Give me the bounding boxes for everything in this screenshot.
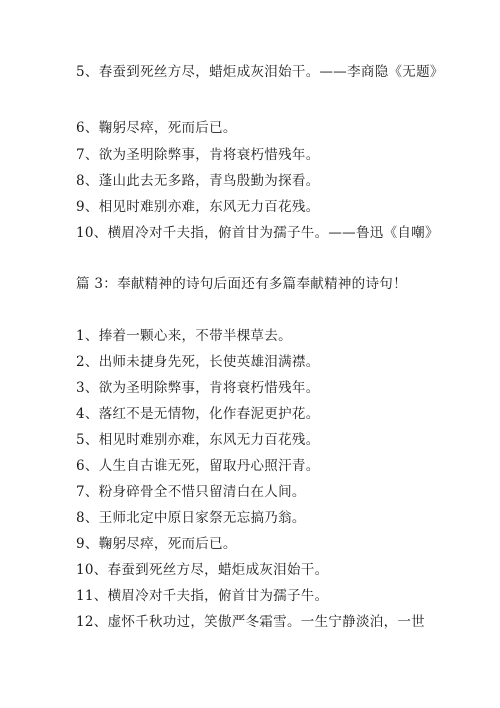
poem-line: 11、横眉冷对千夫指，俯首甘为孺子牛。 bbox=[76, 588, 329, 604]
poem-line: 5、相见时难别亦难，东风无力百花残。 bbox=[76, 432, 320, 448]
poem-line: 2、出师未捷身先死，长使英雄泪满襟。 bbox=[76, 354, 320, 370]
poem-line: 9、相见时难别亦难，东风无力百花残。 bbox=[76, 199, 320, 215]
section-heading: 篇 3：奉献精神的诗句后面还有多篇奉献精神的诗句！ bbox=[76, 276, 407, 292]
poem-line: 8、蓬山此去无多路，青鸟殷勤为探看。 bbox=[76, 173, 320, 189]
poem-line: 3、欲为圣明除弊事，肯将衰朽惜残年。 bbox=[76, 380, 320, 396]
poem-line: 12、虚怀千秋功过，笑傲严冬霜雪。一生宁静淡泊，一世 bbox=[76, 614, 425, 630]
poem-line: 6、人生自古谁无死，留取丹心照汗青。 bbox=[76, 458, 320, 474]
poem-line: 6、鞠躬尽瘁，死而后已。 bbox=[76, 120, 237, 136]
poem-line: 8、王师北定中原日家祭无忘搞乃翁。 bbox=[76, 510, 306, 526]
poem-line: 1、捧着一颗心来，不带半棵草去。 bbox=[76, 328, 292, 344]
poem-line: 5、春蚕到死丝方尽，蜡炬成灰泪始干。——李商隐《无题》 bbox=[76, 64, 444, 80]
poem-line: 4、落红不是无情物，化作春泥更护花。 bbox=[76, 406, 320, 422]
poem-line: 10、春蚕到死丝方尽，蜡炬成灰泪始干。 bbox=[76, 562, 329, 578]
poem-line: 9、鞠躬尽瘁，死而后已。 bbox=[76, 536, 237, 552]
poem-line: 10、横眉冷对千夫指，俯首甘为孺子牛。——鲁迅《自嘲》 bbox=[76, 225, 439, 241]
poem-line: 7、欲为圣明除弊事，肯将衰朽惜残年。 bbox=[76, 147, 320, 163]
poem-line: 7、粉身碎骨全不惜只留清白在人间。 bbox=[76, 484, 306, 500]
